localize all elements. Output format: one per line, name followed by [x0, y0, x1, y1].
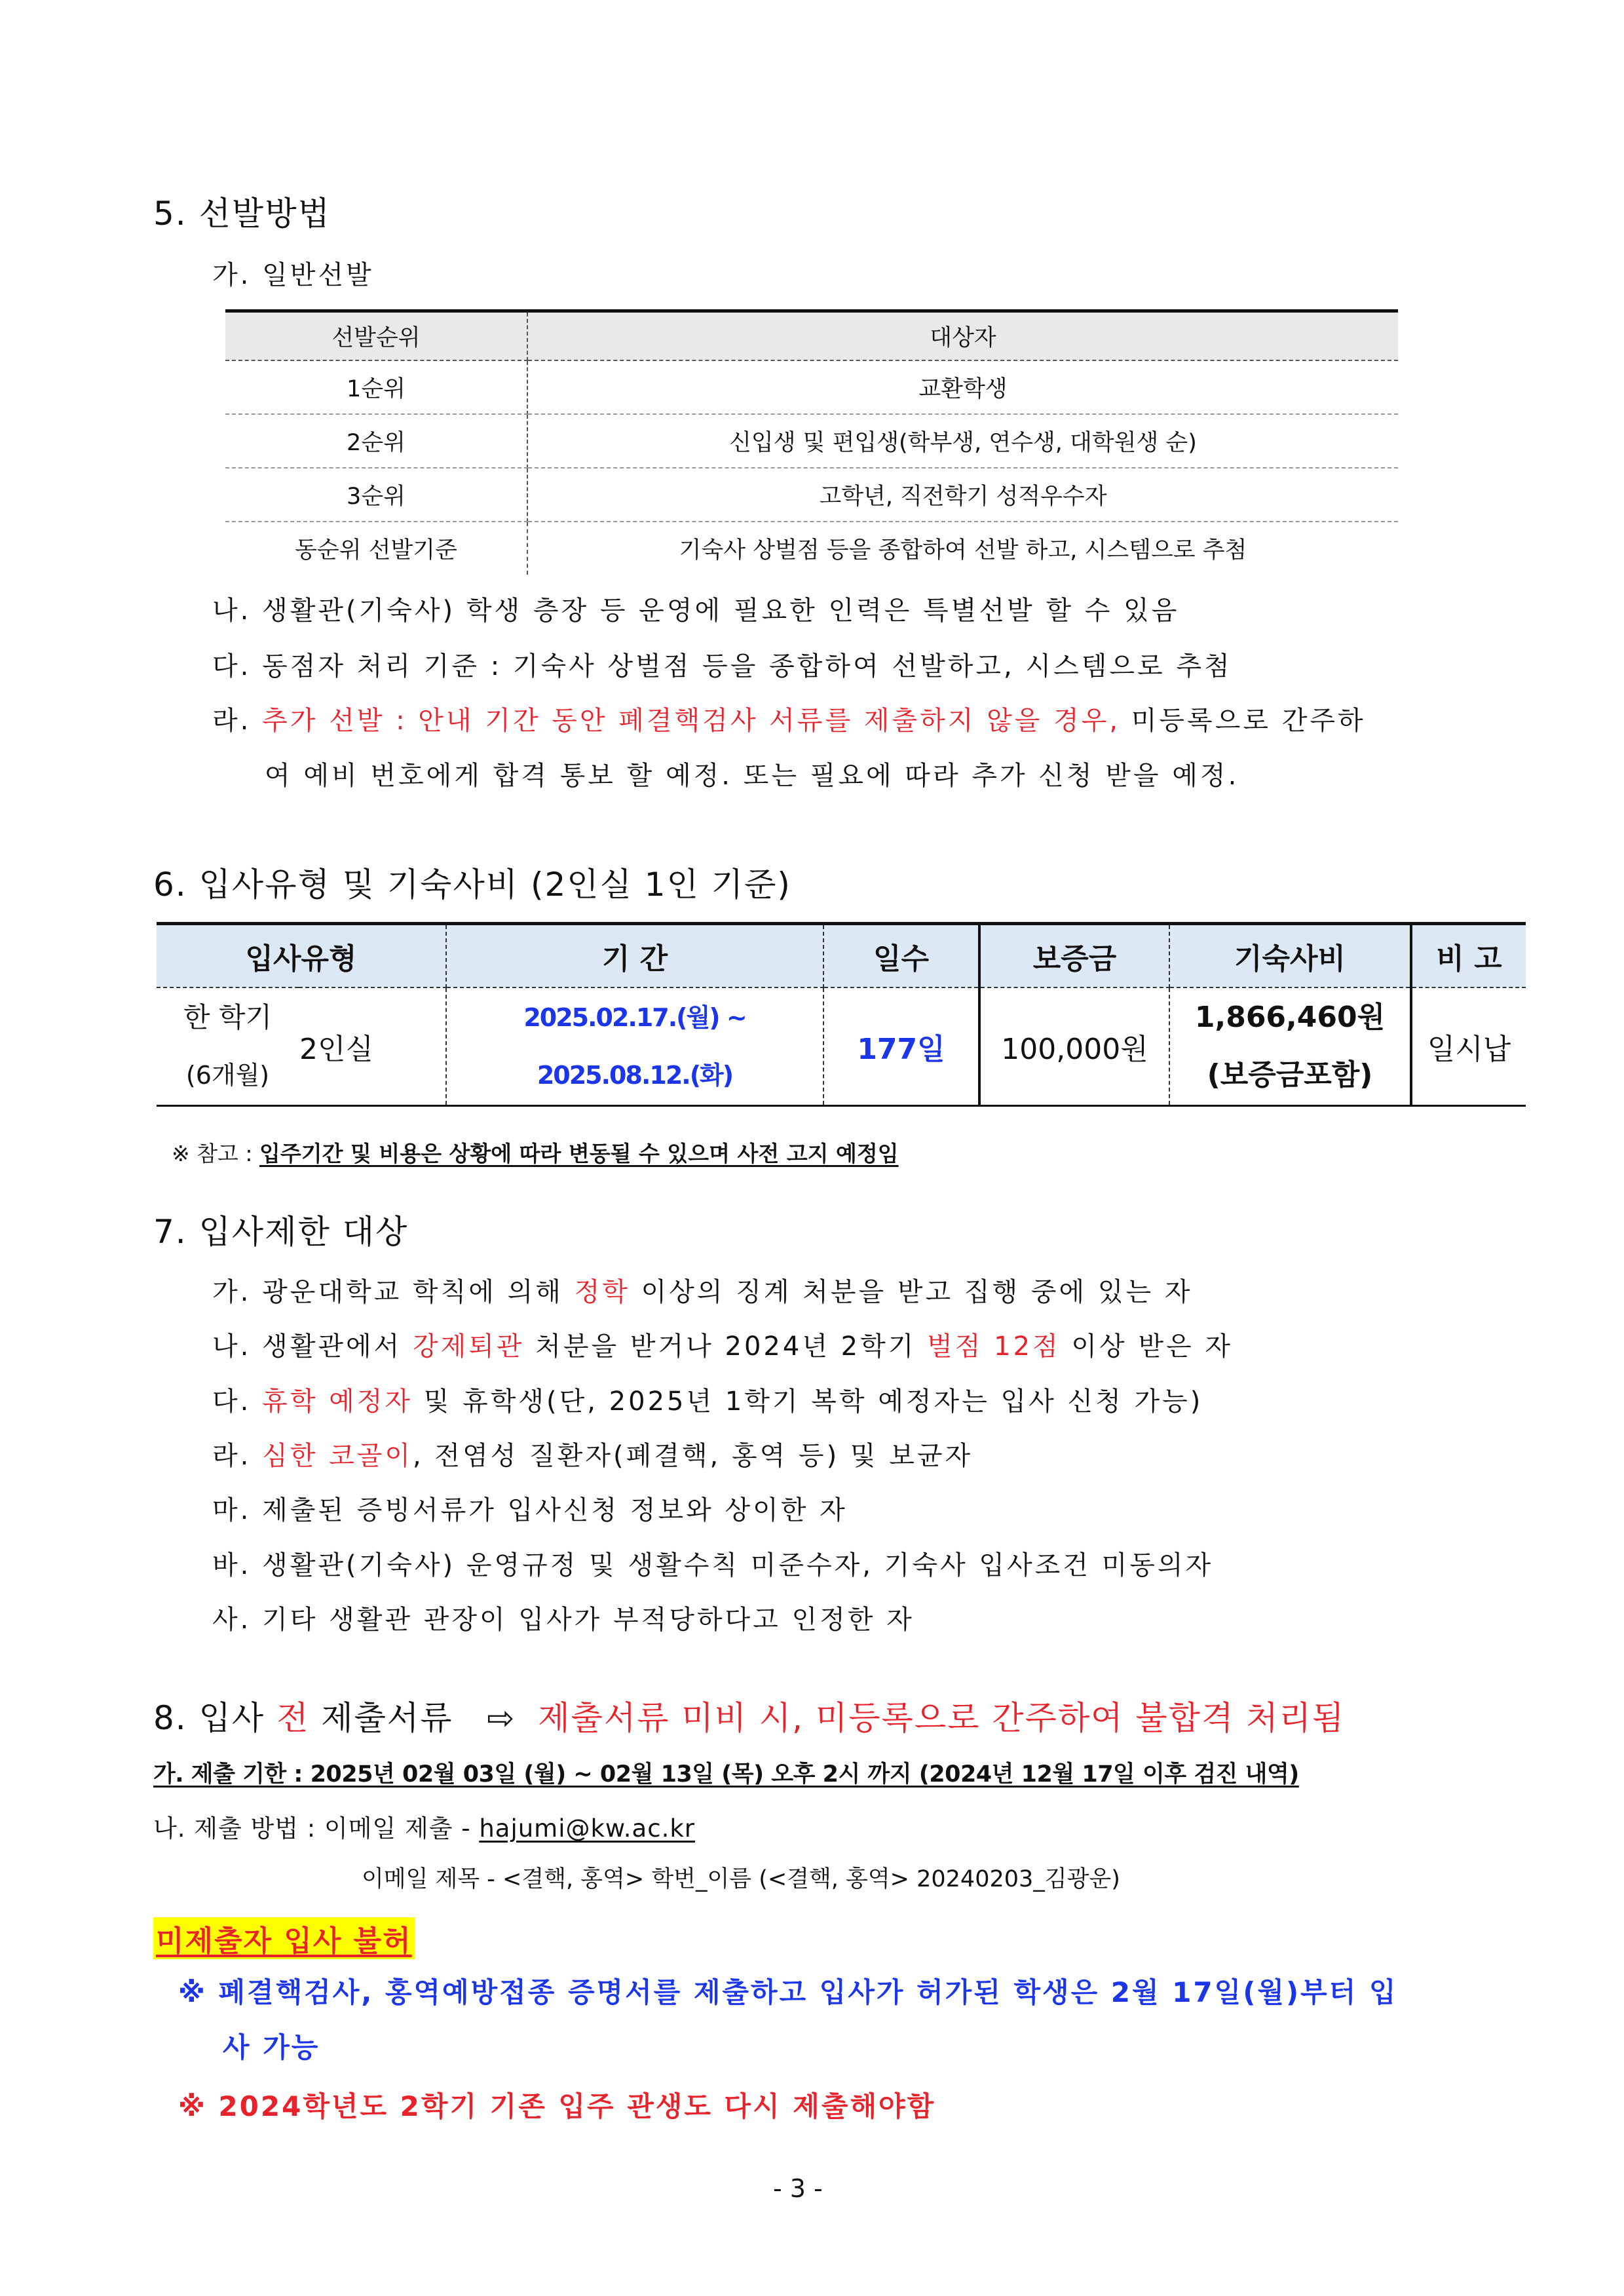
fee-reference-note [172, 1137, 899, 1168]
fee-deposit-cell: 100,000원 [979, 987, 1169, 1106]
section-7-ba: 바. 생활관(기숙사) 운영규정 및 생활수칙 미준수자, 기숙사 입사조건 미동의자 [212, 1550, 1214, 1580]
text-span: , 전염성 질환자(폐결핵, 홍역 등) 및 보균자 [413, 1441, 973, 1471]
emphasis-span: 정학 [574, 1277, 630, 1307]
table-row [225, 522, 1398, 575]
selection-table [225, 309, 1398, 575]
selection-header-rank: 선발순위 [225, 311, 527, 361]
table-row [225, 468, 1398, 522]
section-7-ga [212, 1271, 1193, 1309]
section-5-b: 나. 생활관(기숙사) 학생 층장 등 운영에 필요한 인력은 특별선발 할 수 있음 [212, 596, 1180, 626]
fee-note-cell: 일시납 [1411, 987, 1526, 1106]
section-8-note1-line1: ※ 폐결핵검사, 홍역예방접종 증명서를 제출하고 입사가 허가된 학생은 2월 17일(월)부터 입 [178, 1976, 1398, 2008]
table-cell: 신입생 및 편입생(학부생, 연수생, 대학원생 순) [527, 414, 1398, 468]
section-5-title: 5. 선발방법 [153, 195, 331, 233]
emphasis-span: 강제퇴관 [412, 1331, 525, 1362]
text-span: 나. 생활관에서 [212, 1331, 413, 1362]
table-cell: 동순위 선발기준 [225, 522, 527, 575]
fee-period-line1: 2025.02.17.(월) ~ [523, 1003, 746, 1032]
section-7-sa: 사. 기타 생활관 관장이 입사가 부적당하다고 인정한 자 [212, 1605, 915, 1635]
text-span: 나. 제출 방법 : 이메일 제출 - [153, 1814, 480, 1843]
section-8-warning: 제출서류 미비 시, 미등록으로 간주하여 불합격 처리됨 [538, 1699, 1346, 1737]
fee-period-cell [446, 987, 823, 1106]
section-8-deadline: 가. 제출 기한 : 2025년 02월 03일 (월) ~ 02월 13일 (목) 오후 2시 까지 (2024년 12월 17일 이후 검진 내역) [153, 1761, 1299, 1788]
email-link[interactable]: hajumi@kw.ac.kr [479, 1814, 695, 1843]
text-span: 제출서류 [309, 1699, 453, 1737]
text-span: 이상의 징계 처분을 받고 집행 중에 있는 자 [630, 1277, 1193, 1307]
table-row [225, 360, 1398, 414]
fee-header-type: 입사유형 [157, 924, 446, 988]
section-8-note1-line2: 사 가능 [223, 2031, 320, 2063]
text-span: 가. 광운대학교 학칙에 의해 [212, 1277, 575, 1307]
table-cell: 2순위 [225, 414, 527, 468]
emphasis-span: 휴학 예정자 [262, 1387, 413, 1417]
table-cell: 교환학생 [527, 360, 1398, 414]
no-submit-warning: 미제출자 입사 불허 [153, 1917, 415, 1959]
section-5-c: 다. 동점자 처리 기준 : 기숙사 상벌점 등을 종합하여 선발하고, 시스템으로 추첨 [212, 651, 1232, 681]
section-5-d-emphasis: 추가 선발 : 안내 기간 동안 폐결핵검사 서류를 제출하지 않을 경우, [262, 706, 1121, 736]
page-number: - 3 - [773, 2174, 823, 2203]
emphasis-span: 심한 코골이 [262, 1441, 413, 1471]
fee-period-line2: 2025.08.12.(화) [537, 1061, 733, 1090]
text-span: 다. [212, 1387, 263, 1417]
fee-header-deposit: 보증금 [979, 924, 1169, 988]
section-7-ra [212, 1435, 973, 1472]
fee-type-line1: 한 학기 [183, 1001, 273, 1033]
section-5-d-line2: 여 예비 번호에게 합격 통보 할 예정. 또는 필요에 따라 추가 신청 받을 예정. [265, 761, 1239, 791]
section-6-title: 6. 입사유형 및 기숙사비 (2인실 1인 기준) [153, 866, 791, 904]
section-8-title [153, 1692, 1345, 1739]
emphasis-span: 벌점 12점 [927, 1331, 1061, 1362]
fee-room-cell: 2인실 [299, 987, 446, 1106]
fee-reference-text: 입주기간 및 비용은 상황에 따라 변동될 수 있으며 사전 고지 예정임 [259, 1141, 899, 1166]
selection-header-target: 대상자 [527, 311, 1398, 361]
section-7-na [212, 1326, 1233, 1363]
emphasis-span: 전 [276, 1699, 310, 1737]
fee-reference-prefix: ※ 참고 : [172, 1141, 259, 1166]
table-cell: 1순위 [225, 360, 527, 414]
fee-header-days: 일수 [823, 924, 979, 988]
section-5-d-rest: 미등록으로 간주하 [1120, 706, 1366, 736]
text-span: 이상 받은 자 [1060, 1331, 1234, 1362]
fee-table [157, 922, 1526, 1107]
section-5-d-prefix: 라. [212, 706, 263, 736]
arrow-icon: ⇨ [487, 1699, 516, 1737]
table-cell: 기숙사 상벌점 등을 종합하여 선발 하고, 시스템으로 추첨 [679, 537, 1247, 564]
section-7-title: 7. 입사제한 대상 [153, 1213, 409, 1251]
table-cell: 3순위 [225, 468, 527, 522]
section-5-a-label: 가. 일반선발 [212, 260, 374, 290]
fee-amount-line1: 1,866,460원 [1194, 1001, 1386, 1034]
table-row [225, 414, 1398, 468]
text-span: 처분을 받거나 2024년 2학기 [524, 1331, 928, 1362]
fee-header-note: 비 고 [1411, 924, 1526, 988]
table-cell: 고학년, 직전학기 성적우수자 [527, 468, 1398, 522]
fee-header-fee: 기숙사비 [1169, 924, 1411, 988]
fee-days-cell: 177일 [823, 987, 979, 1106]
fee-header-period: 기 간 [446, 924, 823, 988]
table-row [157, 987, 1526, 1106]
fee-type-line2: (6개월) [185, 1061, 270, 1090]
fee-amount-line2: (보증금포함) [1207, 1058, 1373, 1092]
section-8-note2: ※ 2024학년도 2학기 기존 입주 관생도 다시 제출해야함 [178, 2090, 936, 2122]
text-span: 및 휴학생(단, 2025년 1학기 복학 예정자는 입사 신청 가능) [413, 1387, 1203, 1417]
section-7-da [212, 1381, 1203, 1418]
section-5-d [212, 700, 1366, 737]
text-span: 8. 입사 [153, 1699, 277, 1737]
text-span: 라. [212, 1441, 263, 1471]
section-8-email-subject: 이메일 제목 - <결핵, 홍역> 학번_이름 (<결핵, 홍역> 20240203_김광운) [362, 1866, 1120, 1892]
fee-amount-cell [1169, 987, 1411, 1106]
section-7-ma: 마. 제출된 증빙서류가 입사신청 정보와 상이한 자 [212, 1495, 848, 1525]
section-8-method [153, 1808, 695, 1844]
fee-type-cell [157, 987, 299, 1106]
